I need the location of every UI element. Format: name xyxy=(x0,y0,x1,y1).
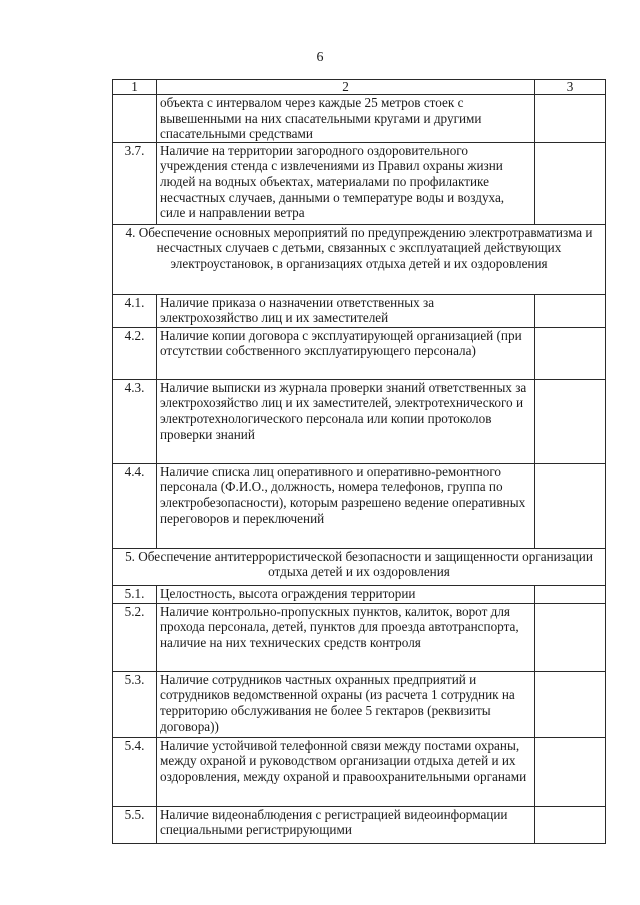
mark-cell xyxy=(535,585,606,603)
checklist-table xyxy=(112,79,606,844)
header-cell: 2 xyxy=(157,80,535,95)
mark-cell xyxy=(535,806,606,843)
mark-cell xyxy=(535,463,606,548)
header-cell: 1 xyxy=(113,80,157,95)
section-heading: 5. Обеспечение антитеррористической безопасности и защищенности организации отдыха детей и их оздоровления xyxy=(113,548,606,585)
table-row xyxy=(113,603,606,671)
section-heading: 4. Обеспечение основных мероприятий по предупреждению электротравматизма и несчастных случаев с детьми, связанных с эксплуатацией действующих электроустановок, в организациях отдыха детей и их оздоровления xyxy=(113,224,606,294)
table-row xyxy=(113,294,606,327)
item-text: объекта с интервалом через каждые 25 метров стоек с вывешенными на них спасательными кругами и другими спасательными средствами xyxy=(157,95,535,143)
item-text: Наличие устойчивой телефонной связи между постами охраны, между охраной и руководством организации отдыха детей и их оздоровления, между охраной и правоохранительными органами xyxy=(157,737,535,806)
item-text: Наличие приказа о назначении ответственных за электрохозяйство лиц и их заместителей xyxy=(157,294,535,327)
item-text: Целостность, высота ограждения территории xyxy=(157,585,535,603)
item-number: 4.4. xyxy=(113,463,157,548)
header-cell: 3 xyxy=(535,80,606,95)
table-row xyxy=(113,463,606,548)
item-text: Наличие списка лиц оперативного и оперативно-ремонтного персонала (Ф.И.О., должность, номера телефонов, группа по электробезопасности), которым разрешено ведение оперативных переговоров и переключений xyxy=(157,463,535,548)
item-number: 5.2. xyxy=(113,603,157,671)
section-row xyxy=(113,224,606,294)
item-number: 5.5. xyxy=(113,806,157,843)
item-text: Наличие видеонаблюдения с регистрацией видеоинформации специальными регистрирующими xyxy=(157,806,535,843)
section-row xyxy=(113,548,606,585)
table-row xyxy=(113,806,606,843)
table-row xyxy=(113,737,606,806)
table-row xyxy=(113,671,606,737)
mark-cell xyxy=(535,379,606,463)
item-number: 4.3. xyxy=(113,379,157,463)
table-row xyxy=(113,379,606,463)
mark-cell xyxy=(535,737,606,806)
item-text: Наличие копии договора с эксплуатирующей организацией (при отсутствии собственного эксплуатирующего персонала) xyxy=(157,327,535,379)
table-row xyxy=(113,327,606,379)
table-row xyxy=(113,585,606,603)
mark-cell xyxy=(535,327,606,379)
item-text: Наличие сотрудников частных охранных предприятий и сотрудников ведомственной охраны (из расчета 1 сотрудник на территорию обслуживания не более 5 гектаров (реквизиты договора)) xyxy=(157,671,535,737)
item-number: 5.1. xyxy=(113,585,157,603)
item-number: 5.4. xyxy=(113,737,157,806)
item-text: Наличие контрольно-пропускных пунктов, калиток, ворот для прохода персонала, детей, пунктов для проезда автотранспорта, наличие на них технических средств контроля xyxy=(157,603,535,671)
mark-cell xyxy=(535,603,606,671)
mark-cell xyxy=(535,671,606,737)
item-number xyxy=(113,95,157,143)
item-text: Наличие выписки из журнала проверки знаний ответственных за электрохозяйство лиц и их заместителей, электротехнического и электротехнологического персонала или копии протоколов проверки знаний xyxy=(157,379,535,463)
mark-cell xyxy=(535,142,606,224)
item-number: 4.1. xyxy=(113,294,157,327)
item-number: 5.3. xyxy=(113,671,157,737)
table-row xyxy=(113,142,606,224)
page-number: 6 xyxy=(316,50,324,65)
table-row xyxy=(113,95,606,143)
table-header-row xyxy=(113,80,606,95)
item-number: 4.2. xyxy=(113,327,157,379)
mark-cell xyxy=(535,95,606,143)
mark-cell xyxy=(535,294,606,327)
item-number: 3.7. xyxy=(113,142,157,224)
item-text: Наличие на территории загородного оздоровительного учреждения стенда с извлечениями из Правил охраны жизни людей на водных объектах, материалами по профилактике несчастных случаев, данными о температуре воды и воздуха, силе и направлении ветра xyxy=(157,142,535,224)
